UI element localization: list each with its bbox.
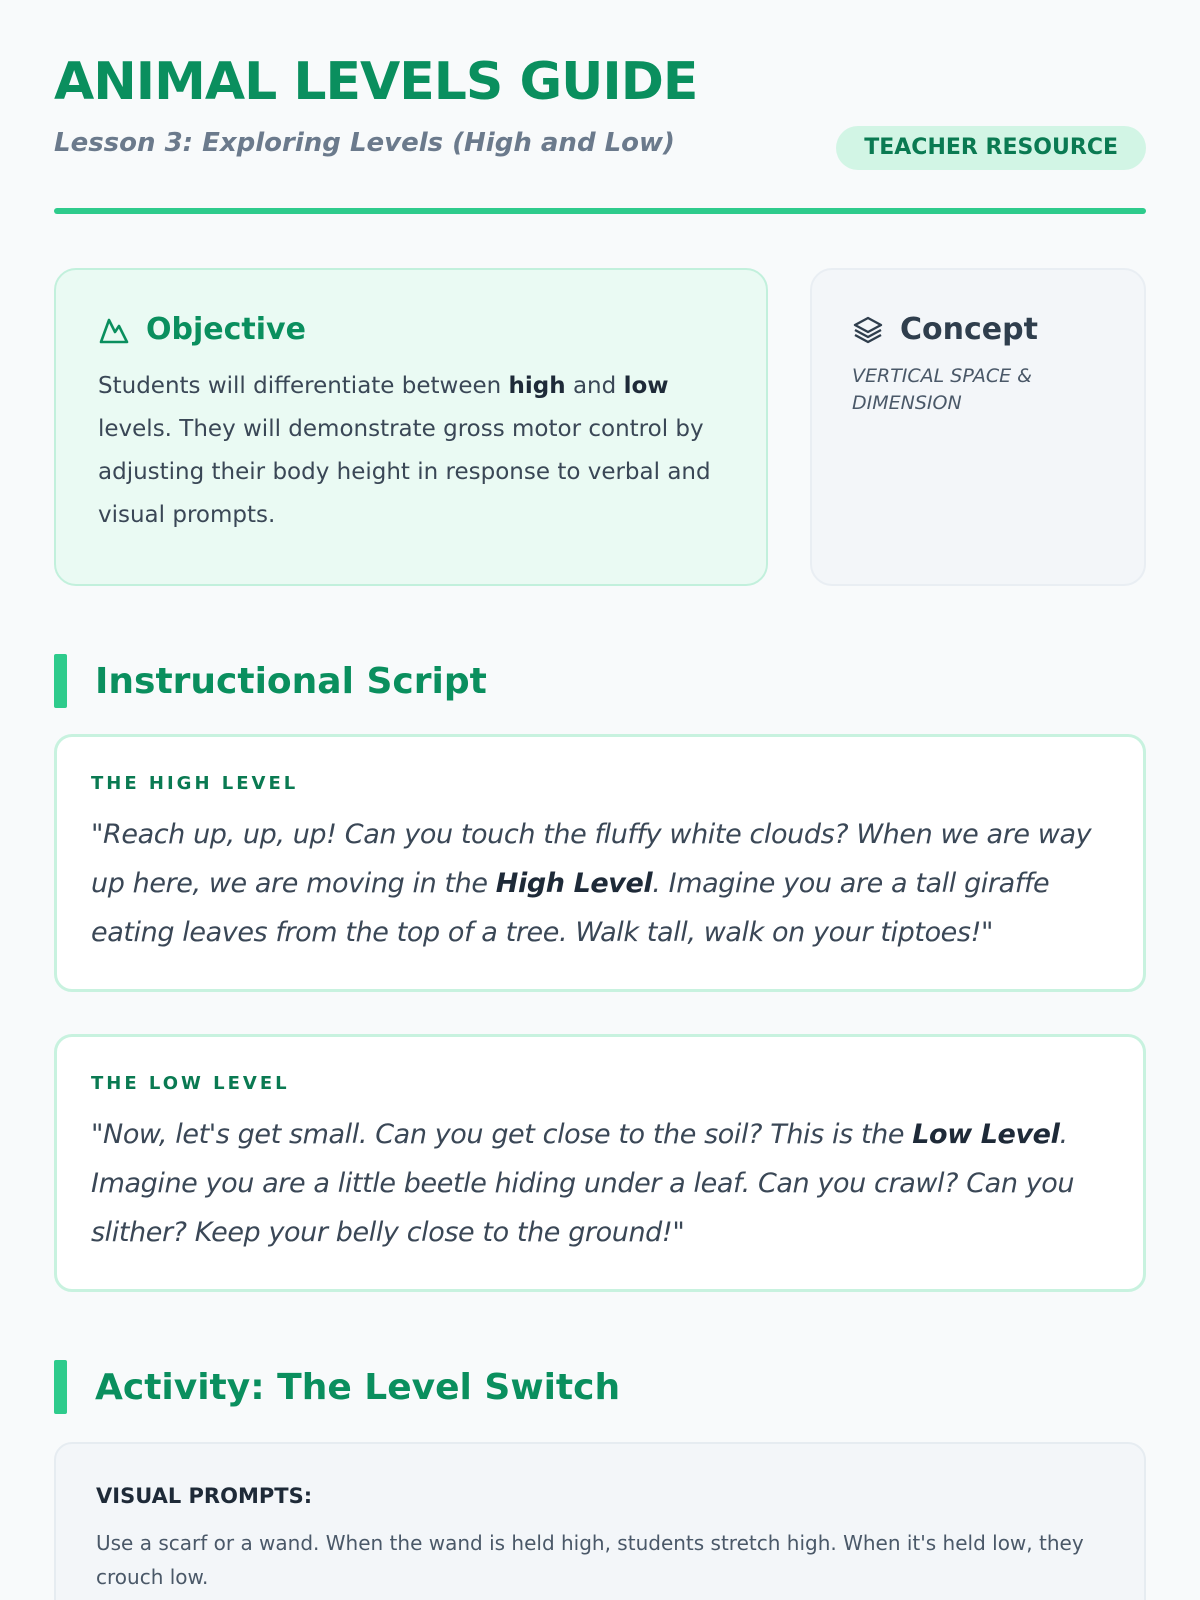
objective-text: Students will differentiate between high and low levels. They will demonstrate gross motor control by adjusting their body height in response to verbal and visual prompts. <box>98 373 711 528</box>
header-divider <box>54 208 1146 214</box>
layers-icon <box>852 314 884 346</box>
concept-card <box>810 268 1146 586</box>
concept-text: VERTICAL SPACE & DIMENSION <box>852 365 1032 414</box>
section-accent-bar <box>54 654 67 708</box>
low-level-keyword: Low Level <box>912 1119 1060 1150</box>
activity-heading: Activity: The Level Switch <box>95 1366 621 1408</box>
instructional-script-section <box>54 654 487 708</box>
objective-heading: Objective <box>146 312 306 347</box>
high-keyword: high <box>508 373 566 399</box>
low-level-label: THE LOW LEVEL <box>91 1073 290 1094</box>
visual-prompts-text: Use a scarf or a wand. When the wand is held high, students stretch high. When it's held low, they crouch low. <box>96 1531 1084 1589</box>
section-accent-bar <box>54 1360 67 1414</box>
high-level-keyword: High Level <box>495 868 653 899</box>
teacher-resource-badge: TEACHER RESOURCE <box>836 126 1146 170</box>
high-level-card <box>54 734 1146 992</box>
visual-prompts-card <box>54 1442 1146 1600</box>
concept-header <box>852 312 1124 347</box>
mountain-icon <box>98 315 130 345</box>
concept-heading: Concept <box>900 312 1038 347</box>
objective-card <box>54 268 768 586</box>
page-title: ANIMAL LEVELS GUIDE <box>54 52 698 112</box>
visual-prompts-heading: VISUAL PROMPTS: <box>96 1484 313 1508</box>
objective-header <box>98 312 726 347</box>
low-level-quote: "Now, let's get small. Can you get close to the soil? This is the Low Level. Imagine you are a little beetle hiding under a leaf. Can you crawl? Can you slither? Keep your belly close to the ground!" <box>91 1119 1075 1248</box>
high-level-label: THE HIGH LEVEL <box>91 773 299 794</box>
page-subtitle: Lesson 3: Exploring Levels (High and Low) <box>54 128 675 158</box>
low-level-card <box>54 1034 1146 1292</box>
high-level-quote: "Reach up, up, up! Can you touch the fluffy white clouds? When we are way up here, we are moving in the High Level. Imagine you are a tall giraffe eating leaves from the top of a tree. Walk tall, walk on your tiptoes!" <box>91 819 1092 948</box>
low-keyword: low <box>623 373 669 399</box>
instructional-script-heading: Instructional Script <box>95 660 487 702</box>
activity-section <box>54 1360 620 1414</box>
